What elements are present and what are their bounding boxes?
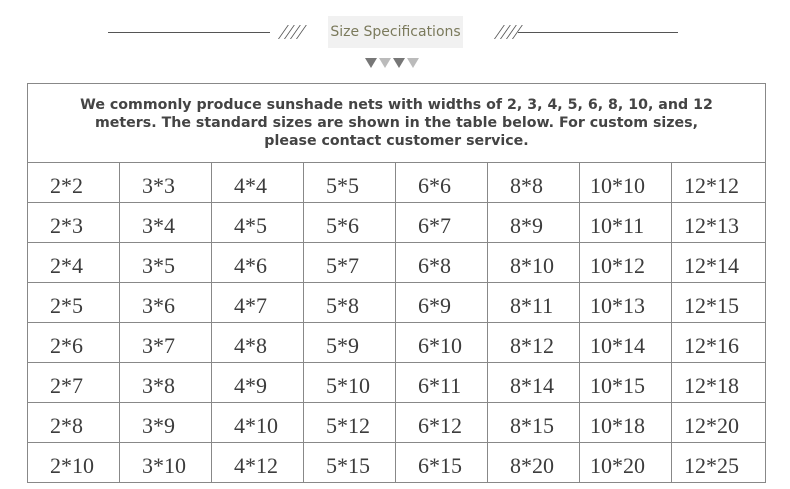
- size-cell: 4*5: [212, 203, 304, 242]
- size-cell: 4*12: [212, 443, 304, 482]
- size-cell: 10*20: [580, 443, 672, 482]
- size-cell: 8*8: [488, 163, 580, 202]
- size-cell: 12*20: [684, 413, 739, 438]
- size-cell: 6*8: [396, 243, 488, 282]
- size-cell: 5*8: [304, 283, 396, 322]
- size-cell: 2*5: [28, 283, 120, 322]
- size-cell: 2*10: [28, 443, 120, 482]
- table-row: [28, 363, 765, 403]
- size-cell: 3*4: [120, 203, 212, 242]
- size-cell: 2*3: [28, 203, 120, 242]
- size-cell: 5*9: [304, 323, 396, 362]
- size-cell: 3*3: [120, 163, 212, 202]
- table-row: [28, 243, 765, 283]
- size-cell: 4*4: [212, 163, 304, 202]
- header-line-right: [518, 32, 678, 33]
- size-cell: 4*9: [212, 363, 304, 402]
- size-cell: 2*7: [28, 363, 120, 402]
- table-note: We commonly produce sunshade nets with widths of 2, 3, 4, 5, 6, 8, 10, and 12 meters. The standard sizes are shown in the table below. For custom sizes, please contact customer service.: [28, 84, 765, 163]
- size-cell: 8*14: [488, 363, 580, 402]
- size-cell: 12*14: [684, 253, 739, 278]
- section-title: Size Specifications: [328, 16, 463, 48]
- size-cell: 2*4: [28, 243, 120, 282]
- size-cell: 5*5: [304, 163, 396, 202]
- size-cell: 6*15: [396, 443, 488, 482]
- size-cell: 8*9: [488, 203, 580, 242]
- table-row: [28, 283, 765, 323]
- table-row: [28, 443, 765, 483]
- size-cell: 5*6: [304, 203, 396, 242]
- size-cell: 3*5: [120, 243, 212, 282]
- size-cell: 5*12: [304, 403, 396, 442]
- size-cell: 10*11: [580, 203, 672, 242]
- triangle-icon: [365, 58, 377, 68]
- size-grid: [28, 163, 765, 483]
- size-cell: 8*15: [488, 403, 580, 442]
- size-cell: 10*14: [580, 323, 672, 362]
- header-hatch-left: [268, 25, 298, 39]
- triangle-icon: [379, 58, 391, 68]
- size-cell: 3*8: [120, 363, 212, 402]
- size-cell: 5*7: [304, 243, 396, 282]
- size-cell: 3*7: [120, 323, 212, 362]
- size-cell: 10*13: [580, 283, 672, 322]
- triangle-icon: [393, 58, 405, 68]
- size-cell: 10*12: [580, 243, 672, 282]
- size-cell: 12*12: [684, 173, 739, 198]
- size-cell: 6*10: [396, 323, 488, 362]
- size-cell: 12*18: [684, 373, 739, 398]
- size-cell: 8*20: [488, 443, 580, 482]
- header-hatch-right: [486, 25, 516, 39]
- size-table: [27, 83, 766, 483]
- table-row: [28, 163, 765, 203]
- size-cell: 2*6: [28, 323, 120, 362]
- table-row: [28, 323, 765, 363]
- size-cell: 12*15: [684, 293, 739, 318]
- size-cell: 6*11: [396, 363, 488, 402]
- size-cell: 6*12: [396, 403, 488, 442]
- size-cell: 3*6: [120, 283, 212, 322]
- size-cell: 4*10: [212, 403, 304, 442]
- size-cell: 4*8: [212, 323, 304, 362]
- size-cell: 2*2: [28, 163, 120, 202]
- triangle-icon: [407, 58, 419, 68]
- size-cell: 12*16: [684, 333, 739, 358]
- size-cell: 12*13: [684, 213, 739, 238]
- size-cell: 6*7: [396, 203, 488, 242]
- size-cell: 10*15: [580, 363, 672, 402]
- size-cell: 6*9: [396, 283, 488, 322]
- size-cell: 4*6: [212, 243, 304, 282]
- triangle-ornament: [365, 58, 419, 68]
- table-row: [28, 403, 765, 443]
- size-cell: 2*8: [28, 403, 120, 442]
- size-cell: 6*6: [396, 163, 488, 202]
- size-cell: 8*11: [488, 283, 580, 322]
- size-cell: 3*9: [120, 403, 212, 442]
- size-cell: 12*25: [684, 453, 739, 478]
- size-cell: 4*7: [212, 283, 304, 322]
- size-cell: 10*18: [580, 403, 672, 442]
- header-line-left: [108, 32, 270, 33]
- size-cell: 5*10: [304, 363, 396, 402]
- size-cell: 3*10: [120, 443, 212, 482]
- size-cell: 8*12: [488, 323, 580, 362]
- size-cell: 10*10: [580, 163, 672, 202]
- table-row: [28, 203, 765, 243]
- size-cell: 8*10: [488, 243, 580, 282]
- size-cell: 5*15: [304, 443, 396, 482]
